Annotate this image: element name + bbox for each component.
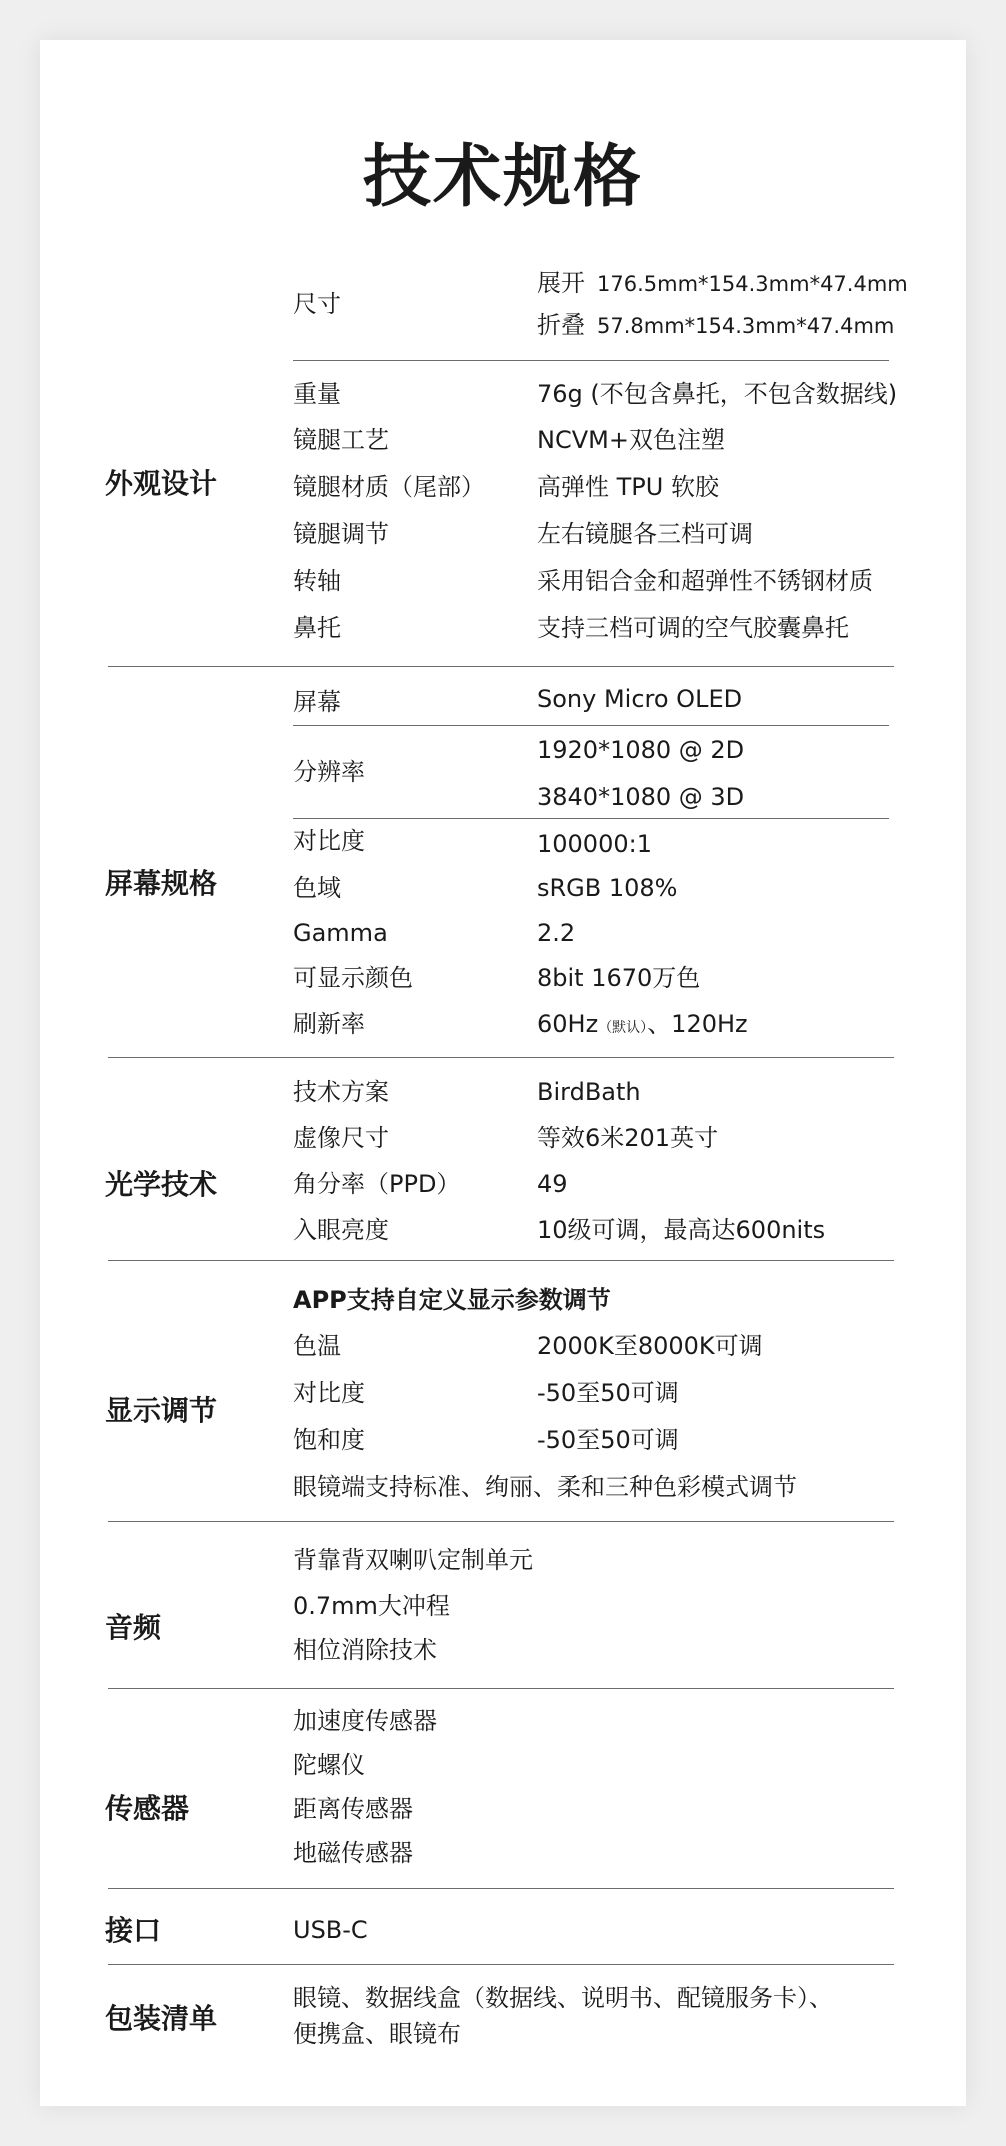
spec-label: 入眼亮度 <box>293 1216 389 1244</box>
spec-label: 对比度 <box>293 827 365 855</box>
spec-value-resolution-3d: 3840*1080 @ 3D <box>537 783 745 811</box>
section-divider <box>108 1964 894 1965</box>
spec-value-size-fold: 折叠 57.8mm*154.3mm*47.4mm <box>537 311 895 339</box>
section-divider <box>108 666 894 667</box>
spec-value: 2.2 <box>537 919 576 947</box>
spec-label: 刷新率 <box>293 1010 365 1038</box>
spec-label: 色域 <box>293 874 341 902</box>
sub-divider <box>293 725 889 726</box>
sub-divider <box>293 818 889 819</box>
section-title-optics: 光学技术 <box>105 1168 218 1201</box>
spec-value: 左右镜腿各三档可调 <box>537 520 753 548</box>
spec-label: 技术方案 <box>293 1078 389 1106</box>
section-divider <box>108 1521 894 1522</box>
spec-label: 角分率（PPD） <box>293 1170 461 1198</box>
section-title-audio: 音频 <box>105 1611 162 1644</box>
spec-label: 分辨率 <box>293 758 365 786</box>
display-adjust-footer: 眼镜端支持标准、绚丽、柔和三种色彩模式调节 <box>293 1473 797 1501</box>
spec-label: 虚像尺寸 <box>293 1124 389 1152</box>
spec-card <box>40 40 966 2106</box>
spec-value: Sony Micro OLED <box>537 685 743 713</box>
page-title: 技术规格 <box>362 138 643 217</box>
spec-label: 鼻托 <box>293 614 341 642</box>
spec-value: 76g (不包含鼻托，不包含数据线) <box>537 380 898 408</box>
spec-label: 色温 <box>293 1332 341 1360</box>
section-divider <box>108 1260 894 1261</box>
list-item: 0.7mm大冲程 <box>293 1592 450 1620</box>
list-item: 陀螺仪 <box>293 1751 365 1779</box>
spec-value: sRGB 108% <box>537 874 678 902</box>
section-title-port: 接口 <box>105 1914 162 1947</box>
spec-value: BirdBath <box>537 1078 641 1106</box>
app-heading: APP支持自定义显示参数调节 <box>293 1286 611 1314</box>
spec-label: 重量 <box>293 380 341 408</box>
section-title-screen: 屏幕规格 <box>105 867 218 900</box>
spec-label: Gamma <box>293 919 388 947</box>
spec-label: 镜腿材质（尾部） <box>293 473 485 501</box>
spec-value: 100000:1 <box>537 830 652 858</box>
section-divider <box>108 1057 894 1058</box>
spec-value: 10级可调，最高达600nits <box>537 1216 826 1244</box>
spec-value: 49 <box>537 1170 568 1198</box>
list-item: 背靠背双喇叭定制单元 <box>293 1546 533 1574</box>
spec-value: NCVM+双色注塑 <box>537 426 725 454</box>
list-item: 相位消除技术 <box>293 1636 437 1664</box>
spec-label: 屏幕 <box>293 688 341 716</box>
spec-value-port: USB-C <box>293 1916 368 1944</box>
spec-label-size: 尺寸 <box>293 290 341 318</box>
package-line: 便携盒、眼镜布 <box>293 2020 461 2048</box>
spec-label: 可显示颜色 <box>293 964 413 992</box>
spec-label: 对比度 <box>293 1379 365 1407</box>
package-line: 眼镜、数据线盒（数据线、说明书、配镜服务卡）、 <box>293 1984 833 2012</box>
section-title-sensors: 传感器 <box>105 1792 190 1825</box>
sub-divider <box>293 360 889 361</box>
section-divider <box>108 1688 894 1689</box>
spec-value: 等效6米201英寸 <box>537 1124 719 1152</box>
spec-label: 镜腿调节 <box>293 520 389 548</box>
section-title-display-adjust: 显示调节 <box>105 1394 218 1427</box>
spec-label: 镜腿工艺 <box>293 426 389 454</box>
spec-value: 2000K至8000K可调 <box>537 1332 763 1360</box>
spec-label: 饱和度 <box>293 1426 365 1454</box>
spec-value: 8bit 1670万色 <box>537 964 701 992</box>
section-divider <box>108 1888 894 1889</box>
spec-value: 高弹性 TPU 软胶 <box>537 473 719 501</box>
spec-value: -50至50可调 <box>537 1426 679 1454</box>
spec-value-size-unfold: 展开 176.5mm*154.3mm*47.4mm <box>537 269 908 297</box>
section-title-package: 包装清单 <box>105 2002 218 2035</box>
spec-value-refresh: 60Hz（默认）、120Hz <box>537 1010 748 1038</box>
spec-value: 支持三档可调的空气胶囊鼻托 <box>537 614 849 642</box>
spec-label: 转轴 <box>293 567 341 595</box>
list-item: 地磁传感器 <box>293 1839 413 1867</box>
spec-value-resolution-2d: 1920*1080 @ 2D <box>537 736 745 764</box>
section-title-appearance: 外观设计 <box>105 467 218 500</box>
list-item: 距离传感器 <box>293 1795 413 1823</box>
list-item: 加速度传感器 <box>293 1707 437 1735</box>
spec-value: 采用铝合金和超弹性不锈钢材质 <box>537 567 873 595</box>
spec-value: -50至50可调 <box>537 1379 679 1407</box>
